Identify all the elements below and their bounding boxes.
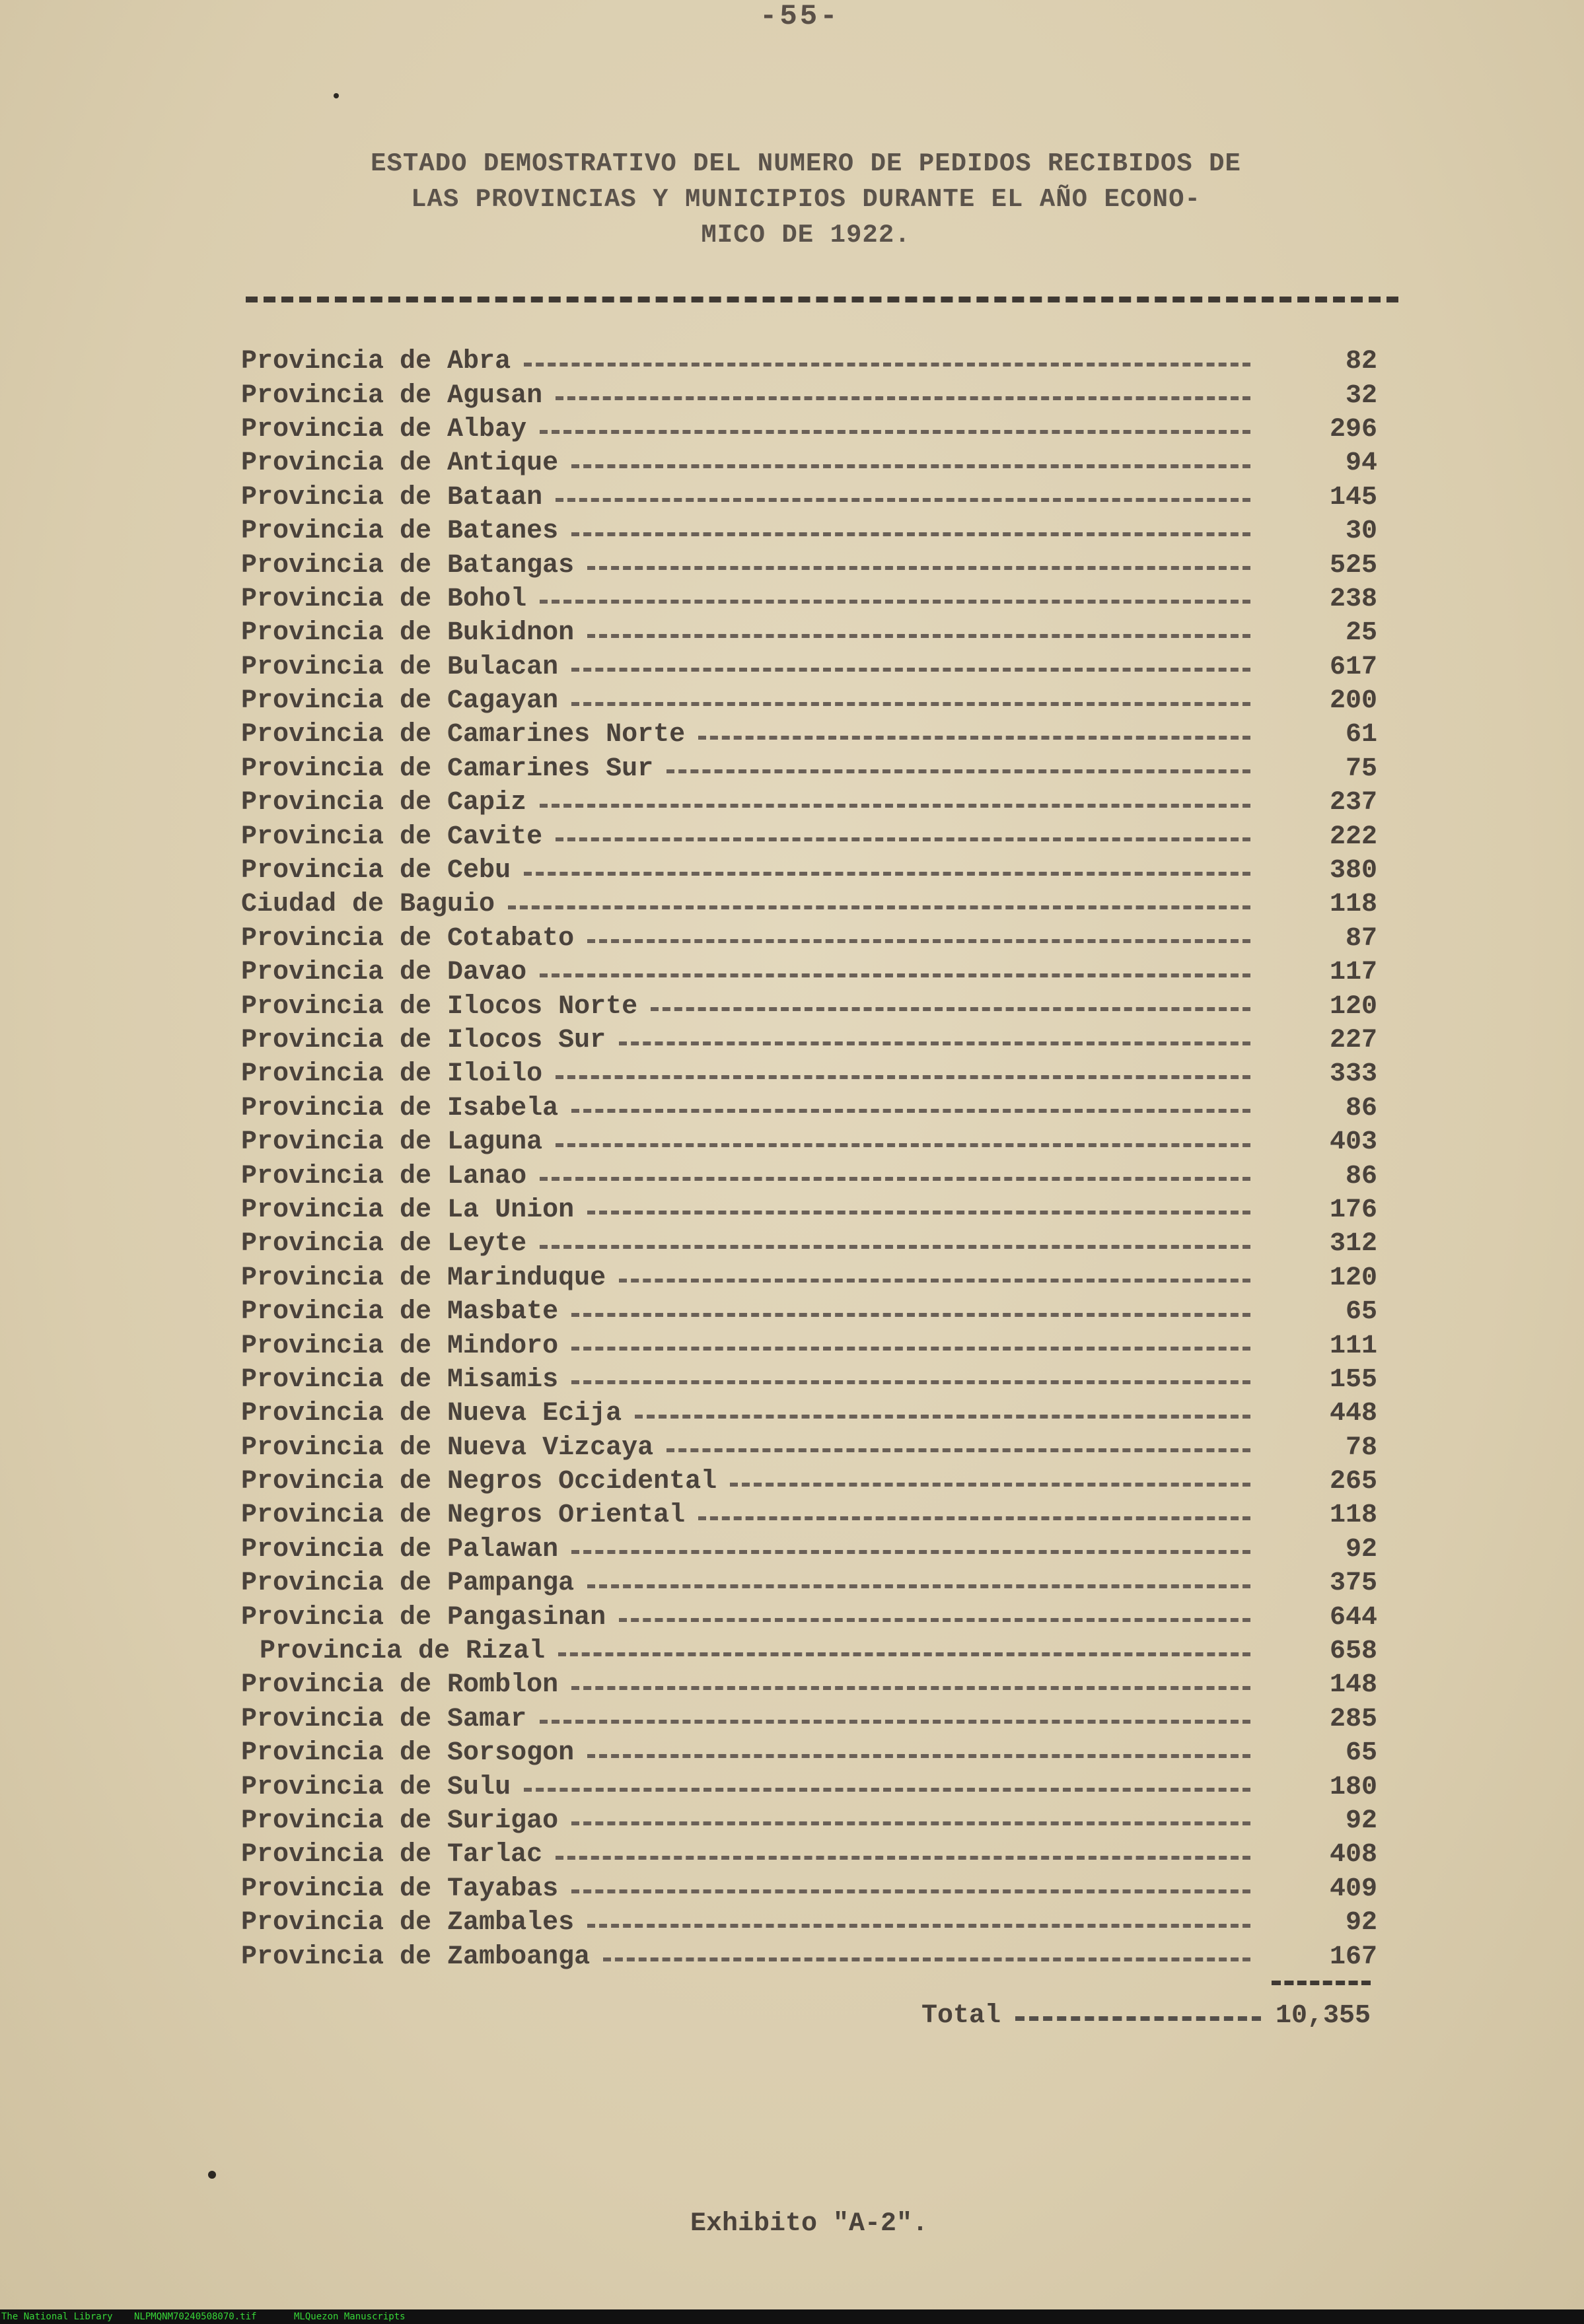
- row-leader: [587, 939, 1250, 943]
- row-name: Provincia de Zamboanga: [241, 1942, 591, 1972]
- row-value: 403: [1329, 1127, 1377, 1158]
- row-leader: [571, 1380, 1250, 1384]
- sum-underline: [1272, 1981, 1371, 1985]
- row-leader: [571, 532, 1250, 536]
- document-title: [264, 147, 1348, 253]
- row-name: Provincia de Negros Occidental: [241, 1467, 717, 1497]
- row-name: Provincia de Nueva Ecija: [241, 1399, 622, 1429]
- row-name: Provincia de Masbate: [241, 1297, 559, 1327]
- row-name: Provincia de Isabela: [241, 1093, 559, 1123]
- row-name: Provincia de Capiz: [241, 788, 527, 818]
- row-name: Provincia de Iloilo: [241, 1059, 543, 1090]
- row-name: Provincia de Sorsogon: [241, 1738, 575, 1769]
- row-leader: [698, 736, 1250, 740]
- row-leader: [556, 1143, 1250, 1147]
- row-value: 312: [1329, 1229, 1377, 1259]
- table-row: [241, 684, 1377, 718]
- row-name: Provincia de Pampanga: [241, 1568, 575, 1599]
- row-value: 65: [1345, 1297, 1377, 1327]
- row-value: 238: [1329, 584, 1377, 614]
- row-value: 32: [1345, 380, 1377, 411]
- row-value: 265: [1329, 1467, 1377, 1497]
- total-leader: [1015, 2016, 1261, 2021]
- row-leader: [619, 1279, 1250, 1283]
- row-name: Provincia de Bukidnon: [241, 618, 575, 649]
- row-value: 61: [1345, 720, 1377, 750]
- row-name: Provincia de Sulu: [241, 1772, 511, 1802]
- row-leader: [619, 1041, 1250, 1045]
- row-value: 176: [1329, 1195, 1377, 1225]
- table-row: [241, 1804, 1377, 1838]
- table-row: [241, 345, 1377, 378]
- table-row: [241, 820, 1377, 853]
- table-row: [241, 1261, 1377, 1295]
- table-row: [241, 1668, 1377, 1702]
- row-value: 65: [1345, 1738, 1377, 1769]
- table-row: [241, 616, 1377, 650]
- row-value: 111: [1329, 1331, 1377, 1361]
- table-row: [241, 752, 1377, 786]
- row-leader: [619, 1618, 1250, 1622]
- table-row: [241, 1940, 1377, 1973]
- row-value: 117: [1329, 958, 1377, 988]
- row-leader: [508, 905, 1250, 909]
- row-leader: [587, 1754, 1250, 1758]
- row-value: 380: [1329, 856, 1377, 886]
- row-value: 296: [1329, 414, 1377, 444]
- row-leader: [556, 498, 1250, 502]
- table-row: [241, 651, 1377, 684]
- row-value: 118: [1329, 1500, 1377, 1531]
- row-name: Provincia de Ilocos Norte: [241, 991, 638, 1022]
- table-row: [241, 1906, 1377, 1940]
- title-line: ESTADO DEMOSTRATIVO DEL NUMERO DE PEDIDOS RECIBIDOS DE: [371, 149, 1241, 178]
- row-name: Provincia de Pangasinan: [241, 1602, 606, 1633]
- row-leader: [571, 1686, 1250, 1690]
- total-value: 10,355: [1275, 2000, 1371, 2031]
- row-name: Provincia de Bulacan: [241, 652, 559, 682]
- row-value: 644: [1329, 1602, 1377, 1633]
- row-leader: [587, 566, 1250, 570]
- table-row: [241, 1770, 1377, 1804]
- row-leader: [571, 1821, 1250, 1825]
- table-row: [241, 481, 1377, 514]
- row-value: 285: [1329, 1704, 1377, 1734]
- row-name: Provincia de Cavite: [241, 822, 543, 852]
- row-leader: [556, 396, 1250, 400]
- row-value: 148: [1329, 1670, 1377, 1701]
- row-value: 658: [1329, 1637, 1377, 1667]
- table-row: [241, 1465, 1377, 1498]
- table-row: [241, 922, 1377, 956]
- table-row: [241, 1329, 1377, 1362]
- row-leader: [540, 973, 1250, 977]
- table-row: [241, 1567, 1377, 1600]
- row-name: Provincia de Nueva Vizcaya: [241, 1432, 654, 1463]
- row-name: Provincia de Abra: [241, 347, 511, 377]
- row-name: Provincia de Mindoro: [241, 1331, 559, 1361]
- row-name: Provincia de Antique: [241, 448, 559, 479]
- row-leader: [540, 1177, 1250, 1181]
- row-value: 200: [1329, 686, 1377, 717]
- table-row: [241, 1125, 1377, 1159]
- table-row: [241, 718, 1377, 752]
- row-name: Provincia de Zambales: [241, 1908, 575, 1938]
- table-row: [241, 1057, 1377, 1091]
- row-leader: [587, 634, 1250, 638]
- total-label: Total: [921, 2000, 1001, 2031]
- row-name: Provincia de Cagayan: [241, 686, 559, 717]
- exhibit-label: Exhibito "A-2".: [690, 2209, 929, 2239]
- row-name: Provincia de Surigao: [241, 1806, 559, 1836]
- row-name: Provincia de Leyte: [241, 1229, 527, 1259]
- table-row: [241, 413, 1377, 446]
- row-name: Provincia de Bataan: [241, 482, 543, 512]
- row-value: 375: [1329, 1568, 1377, 1599]
- footer-library: The National Library: [1, 2311, 113, 2322]
- row-value: 120: [1329, 1263, 1377, 1293]
- row-leader: [556, 1075, 1250, 1079]
- scan-footer: [0, 2309, 1584, 2324]
- page-number: -55-: [760, 0, 840, 33]
- table-row: [241, 548, 1377, 582]
- row-leader: [571, 668, 1250, 672]
- row-name: Provincia de Laguna: [241, 1127, 543, 1158]
- row-name: Provincia de Davao: [241, 958, 527, 988]
- row-name: Provincia de Albay: [241, 414, 527, 444]
- row-value: 155: [1329, 1364, 1377, 1395]
- ink-spot: [208, 2171, 216, 2179]
- row-leader: [571, 702, 1250, 706]
- table-row: [241, 1092, 1377, 1125]
- row-name: Provincia de Romblon: [241, 1670, 559, 1701]
- row-leader: [571, 1109, 1250, 1113]
- row-name: Provincia de Palawan: [241, 1534, 559, 1565]
- row-value: 75: [1345, 754, 1377, 784]
- row-value: 448: [1329, 1399, 1377, 1429]
- row-value: 92: [1345, 1908, 1377, 1938]
- row-leader: [666, 1448, 1250, 1452]
- table-row: [241, 1533, 1377, 1567]
- row-name: Provincia de Camarines Sur: [241, 754, 654, 784]
- row-value: 227: [1329, 1026, 1377, 1055]
- footer-file: NLPMQNM70240508070.tif: [134, 2311, 257, 2322]
- row-leader: [587, 1924, 1250, 1928]
- title-line: LAS PROVINCIAS Y MUNICIPIOS DURANTE EL AÑO ECONO-: [411, 184, 1201, 214]
- row-name: Provincia de Negros Oriental: [241, 1500, 686, 1531]
- table-row: [241, 514, 1377, 548]
- row-leader: [558, 1652, 1250, 1656]
- row-leader: [540, 804, 1250, 808]
- row-leader: [571, 1313, 1250, 1317]
- row-value: 237: [1329, 788, 1377, 818]
- row-leader: [698, 1516, 1250, 1520]
- row-leader: [524, 363, 1250, 367]
- row-value: 92: [1345, 1806, 1377, 1836]
- row-leader: [571, 464, 1250, 468]
- row-leader: [666, 769, 1250, 773]
- row-value: 87: [1345, 923, 1377, 954]
- row-value: 118: [1329, 890, 1377, 920]
- row-value: 617: [1329, 652, 1377, 682]
- row-name: Provincia de Camarines Norte: [241, 720, 686, 750]
- row-value: 82: [1345, 347, 1377, 377]
- row-name: Provincia de Misamis: [241, 1364, 559, 1395]
- row-value: 145: [1329, 482, 1377, 512]
- table-row: [241, 1295, 1377, 1329]
- row-name: Provincia de Agusan: [241, 380, 543, 411]
- table-row: [241, 888, 1377, 921]
- row-leader: [540, 1720, 1250, 1724]
- table-row: [241, 1431, 1377, 1465]
- table-row: [241, 1193, 1377, 1227]
- table-row: [241, 1736, 1377, 1770]
- row-name: Provincia de Marinduque: [241, 1263, 606, 1293]
- row-value: 525: [1329, 550, 1377, 581]
- orders-table: [241, 345, 1377, 1974]
- table-row: [241, 1872, 1377, 1906]
- row-value: 94: [1345, 448, 1377, 479]
- row-name: Provincia de Cotabato: [241, 923, 575, 954]
- row-value: 86: [1345, 1093, 1377, 1123]
- row-name: Provincia de Batangas: [241, 550, 575, 581]
- row-name: Provincia de La Union: [241, 1195, 575, 1225]
- row-value: 409: [1329, 1874, 1377, 1904]
- row-name: Provincia de Rizal: [260, 1637, 546, 1667]
- row-leader: [587, 1211, 1250, 1215]
- row-name: Provincia de Lanao: [241, 1161, 527, 1191]
- row-leader: [524, 1788, 1250, 1792]
- row-name: Provincia de Cebu: [241, 856, 511, 886]
- table-row: [241, 446, 1377, 480]
- table-row: [241, 1159, 1377, 1193]
- footer-collection: MLQuezon Manuscripts: [294, 2311, 406, 2322]
- table-row: [241, 1227, 1377, 1261]
- ink-spot: [334, 93, 339, 98]
- row-name: Provincia de Batanes: [241, 516, 559, 547]
- table-row: [241, 1024, 1377, 1057]
- table-row: [241, 956, 1377, 989]
- row-leader: [651, 1007, 1250, 1011]
- row-value: 167: [1329, 1942, 1377, 1972]
- title-line: MICO DE 1922.: [701, 220, 911, 250]
- table-row: [241, 1600, 1377, 1634]
- table-row: [241, 1363, 1377, 1397]
- table-row: [241, 378, 1377, 412]
- row-value: 30: [1345, 516, 1377, 547]
- title-divider: [246, 297, 1398, 302]
- row-leader: [556, 1856, 1250, 1860]
- row-leader: [540, 600, 1250, 604]
- row-leader: [587, 1584, 1250, 1588]
- row-value: 120: [1329, 991, 1377, 1022]
- row-value: 408: [1329, 1840, 1377, 1870]
- table-row: [241, 786, 1377, 820]
- row-name: Provincia de Ilocos Sur: [241, 1026, 606, 1055]
- table-row: [241, 1703, 1377, 1736]
- row-name: Provincia de Samar: [241, 1704, 527, 1734]
- table-row: [241, 1838, 1377, 1872]
- row-leader: [540, 430, 1250, 434]
- row-leader: [571, 1889, 1250, 1893]
- row-name: Provincia de Tarlac: [241, 1840, 543, 1870]
- total-row: [921, 1996, 1371, 2035]
- row-name: Ciudad de Baguio: [241, 890, 495, 920]
- table-row: [241, 1635, 1377, 1668]
- table-row: [241, 1397, 1377, 1430]
- table-row: [241, 582, 1377, 616]
- row-value: 78: [1345, 1432, 1377, 1463]
- table-row: [241, 854, 1377, 888]
- row-leader: [603, 1957, 1250, 1961]
- row-leader: [635, 1415, 1250, 1419]
- row-leader: [556, 837, 1250, 841]
- row-value: 333: [1329, 1059, 1377, 1090]
- table-row: [241, 989, 1377, 1023]
- row-leader: [524, 872, 1250, 876]
- row-name: Provincia de Bohol: [241, 584, 527, 614]
- row-leader: [571, 1347, 1250, 1351]
- row-leader: [571, 1550, 1250, 1554]
- row-value: 222: [1329, 822, 1377, 852]
- row-leader: [730, 1483, 1250, 1487]
- row-value: 180: [1329, 1772, 1377, 1802]
- row-value: 25: [1345, 618, 1377, 649]
- row-value: 92: [1345, 1534, 1377, 1565]
- row-leader: [540, 1245, 1250, 1249]
- table-row: [241, 1498, 1377, 1532]
- row-name: Provincia de Tayabas: [241, 1874, 559, 1904]
- row-value: 86: [1345, 1161, 1377, 1191]
